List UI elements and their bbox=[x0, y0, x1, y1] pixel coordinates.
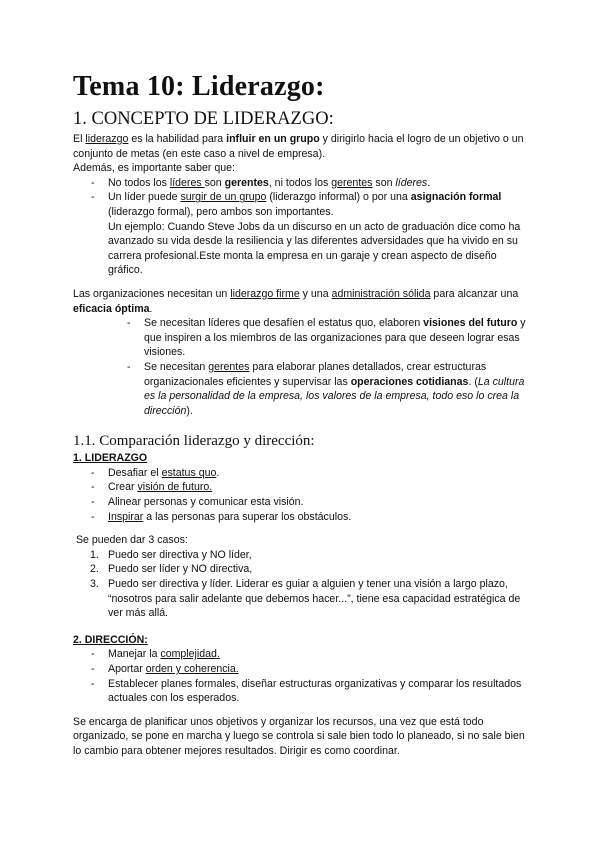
text: Desafiar el bbox=[108, 466, 162, 479]
text: y una bbox=[299, 287, 332, 300]
underlined-term: administración sólida bbox=[331, 287, 431, 300]
text: Las organizaciones necesitan un bbox=[73, 287, 231, 300]
text: son bbox=[372, 176, 396, 189]
closing-paragraph: Se encarga de planificar unos objetivos y organizar los recursos, una vez que está todo organizado, se pone en marcha y luego se controla si sale bien todo lo planeado, si no sale bien lo cambio para obtener mejores resultados. Dirigir es como coordinar. bbox=[73, 715, 525, 757]
list-number: 2. bbox=[90, 563, 99, 576]
list-item bbox=[73, 562, 533, 577]
document-title: Tema 10: Liderazgo: bbox=[73, 71, 325, 102]
section-heading-concepto: 1. CONCEPTO DE LIDERAZGO: bbox=[73, 109, 334, 129]
text: (liderazgo formal), pero ambos son importantes. bbox=[108, 205, 334, 218]
underlined-term: líderes bbox=[169, 176, 205, 189]
organizations-sub-list bbox=[73, 316, 533, 418]
organizations-paragraph bbox=[73, 287, 533, 316]
bold-term: asignación formal bbox=[410, 191, 502, 204]
list-item bbox=[73, 190, 533, 278]
text: Se necesitan bbox=[144, 360, 209, 373]
text: Establecer planes formales, diseñar estructuras organizativas y comparar los resultados actuales con los esperados. bbox=[108, 677, 522, 705]
list-item bbox=[73, 316, 533, 360]
bold-term: eficacia óptima bbox=[73, 302, 150, 315]
text: Puedo ser directiva y NO líder, bbox=[108, 548, 252, 561]
text: El bbox=[73, 133, 86, 145]
text: Alinear personas y comunicar esta visión. bbox=[108, 496, 304, 509]
intro-paragraph bbox=[73, 132, 533, 161]
casos-intro: Se pueden dar 3 casos: bbox=[73, 534, 188, 547]
list-item bbox=[73, 647, 533, 662]
text: y dirigirlo hacia el logro de un objetivo o un conjunto de metas (en este caso a nivel de empresa). bbox=[73, 133, 524, 160]
underlined-term: gerentes bbox=[331, 176, 373, 189]
text: Crear bbox=[108, 481, 138, 494]
list-item bbox=[73, 577, 533, 621]
text: . ( bbox=[468, 375, 478, 388]
text: Un líder puede bbox=[108, 191, 181, 204]
list-number: 3. bbox=[90, 578, 99, 591]
text: ). bbox=[186, 404, 193, 417]
list-item bbox=[73, 662, 533, 677]
text: para alcanzar una bbox=[430, 287, 519, 300]
underlined-term: liderazgo bbox=[85, 133, 129, 145]
casos-list bbox=[73, 548, 533, 621]
bold-term: influir en un grupo bbox=[226, 133, 320, 145]
italic-term: La cultura es la personalidad de la empresa, los valores de la empresa, todo eso lo crea la dirección bbox=[144, 375, 525, 417]
list-number: 1. bbox=[90, 548, 99, 561]
liderazgo-heading: 1. LIDERAZGO bbox=[73, 452, 148, 465]
direccion-heading: 2. DIRECCIÓN: bbox=[73, 633, 148, 646]
text: Aportar bbox=[108, 663, 146, 675]
text: para elaborar planes detallados, crear estructuras organizacionales eficientes y supervisar las bbox=[144, 360, 487, 388]
underlined-term: gerentes bbox=[208, 360, 250, 373]
text: (liderazgo informal) o por una bbox=[266, 191, 411, 204]
underlined-term: estatus quo bbox=[161, 466, 217, 479]
list-item bbox=[73, 176, 533, 191]
text: . bbox=[216, 466, 220, 479]
list-item bbox=[73, 466, 533, 481]
text: No todos los bbox=[108, 176, 170, 189]
list-item bbox=[73, 548, 533, 563]
bold-term: operaciones cotidianas bbox=[350, 375, 469, 388]
text: , ni todos los bbox=[268, 176, 332, 189]
underlined-term: complejidad. bbox=[160, 648, 220, 661]
list-item bbox=[73, 677, 533, 706]
underlined-term: visión de futuro. bbox=[137, 481, 213, 494]
text: son bbox=[204, 176, 225, 189]
direccion-list bbox=[73, 647, 533, 705]
list-item bbox=[73, 495, 533, 510]
text: es la habilidad para bbox=[128, 133, 227, 145]
text: . bbox=[149, 302, 153, 315]
document-page bbox=[73, 70, 533, 759]
liderazgo-list bbox=[73, 466, 533, 524]
text: . bbox=[427, 176, 431, 189]
underlined-term: liderazgo firme bbox=[230, 287, 300, 300]
bold-term: gerentes bbox=[224, 176, 269, 189]
subsection-heading-comparacion: 1.1. Comparación liderazgo y dirección: bbox=[73, 433, 315, 450]
ademas-line: Además, es importante saber que: bbox=[73, 162, 235, 175]
text: Se necesitan líderes que desafíen el estatus quo, elaboren bbox=[144, 317, 424, 330]
list-item bbox=[73, 360, 533, 418]
list-item bbox=[73, 510, 533, 525]
underlined-term: Inspirar bbox=[108, 510, 144, 523]
underlined-term: orden y coherencia. bbox=[145, 663, 239, 675]
list-item bbox=[73, 480, 533, 495]
italic-term: líderes bbox=[395, 176, 428, 189]
example-text: Un ejemplo: Cuando Steve Jobs da un discurso en un acto de graduación dice como ha avanzado su vida desde la resiliencia y las diferentes adversidades que ha vivido en su carrera profesional.Este monta la empresa en un garaje y crean aspecto de diseño gráfico. bbox=[108, 220, 521, 277]
text: y que inspiren a los miembros de las organizaciones para que deseen lograr esas visiones. bbox=[144, 317, 526, 359]
concept-bullet-list bbox=[73, 176, 533, 278]
text: Manejar la bbox=[108, 648, 161, 661]
text: a las personas para superar los obstáculos. bbox=[143, 510, 352, 523]
text: Puedo ser líder y NO directiva, bbox=[108, 563, 253, 576]
text: Puedo ser directiva y líder. Liderar es guiar a alguien y tener una visión a largo plazo, “nosotros para salir adelante que debemos hacer...”, tiene esa capacidad estratégica de ver más allá. bbox=[108, 578, 521, 620]
underlined-term: surgir de un grupo bbox=[180, 191, 267, 204]
bold-term: visiones del futuro bbox=[423, 317, 518, 330]
